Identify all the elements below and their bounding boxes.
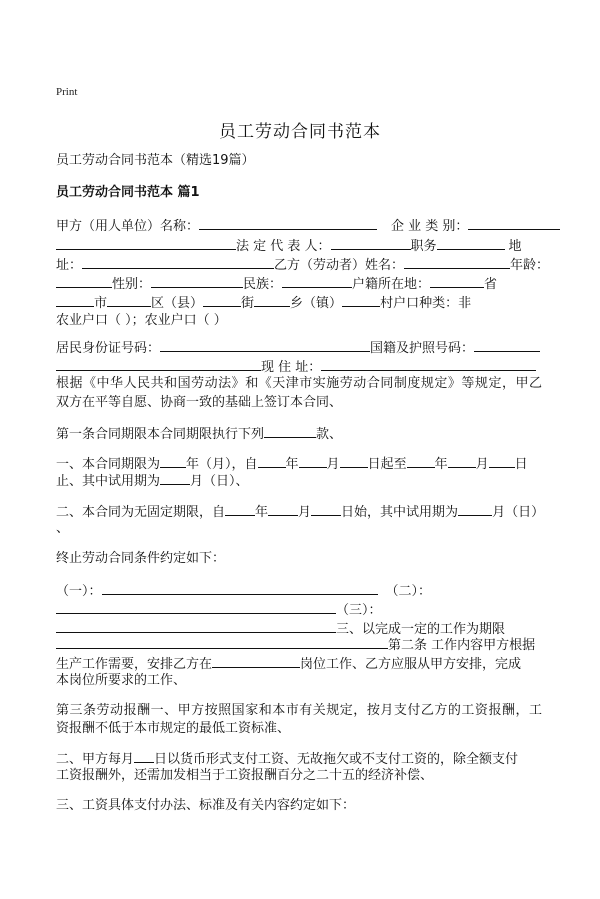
article-2-line-3: 本岗位所要求的工作、 <box>56 673 187 688</box>
clause-2-line-2: 、 <box>56 521 70 536</box>
current-address-line <box>56 358 536 376</box>
term-length-blank[interactable] <box>160 455 186 468</box>
address-line <box>56 256 549 274</box>
legal-rep-leading-blank[interactable] <box>56 237 236 250</box>
end-day-label: 日 <box>514 457 528 472</box>
end-month-label: 月 <box>475 457 489 472</box>
start-day-label: 日起至 <box>367 457 407 472</box>
end-year-label: 年 <box>434 457 448 472</box>
age-blank[interactable] <box>56 275 112 288</box>
end-month-blank[interactable] <box>448 455 476 468</box>
age-label: 年龄： <box>510 258 550 273</box>
article-2-line-1 <box>56 636 535 654</box>
open-month-label: 月 <box>298 505 312 520</box>
employee-name-blank[interactable] <box>404 256 510 269</box>
hukou-place-label: 户籍所在地： <box>352 277 431 292</box>
address-head-label: 地 <box>508 239 522 254</box>
employer-name-label: 甲方（用人单位）名称： <box>56 219 200 234</box>
village-type-label: 村户口种类：非 <box>380 296 472 311</box>
termination-2-label: （二）： <box>385 584 432 599</box>
end-day-blank[interactable] <box>489 455 515 468</box>
open-probation-blank[interactable] <box>458 503 492 516</box>
payment-line-2: 工资报酬外，还需加发相当于工资报酬百分之二十五的经济补偿、 <box>56 768 434 783</box>
clause-1-line-2 <box>56 472 249 490</box>
payment-text: 日以货币形式支付工资、无故拖欠或不支付工资的，除全额支付 <box>154 752 519 767</box>
termination-heading: 终止劳动合同条件约定如下： <box>56 551 226 566</box>
article-2-text-b: 岗位工作、乙方应服从甲方安排，完成 <box>300 657 522 672</box>
position-label: 职务 <box>410 239 437 254</box>
employee-name-label: 乙方（劳动者）姓名： <box>274 258 405 273</box>
hukou-options-line: 农业户口（ ）；农业户口（ ） <box>56 313 227 328</box>
open-year-blank[interactable] <box>225 503 255 516</box>
basis-line-1: 根据《中华人民共和国劳动法》和《天津市实施劳动合同制度规定》等规定，甲乙 <box>56 376 542 391</box>
current-address-label: 现 住 址： <box>261 360 322 375</box>
wage-terms-line: 三、工资具体支付办法、标准及有关内容约定如下： <box>56 798 356 813</box>
province-label: 省 <box>484 277 498 292</box>
document-subtitle: 员工劳动合同书范本（精选19篇） <box>56 153 255 168</box>
termination-1-blank[interactable] <box>102 582 378 595</box>
enterprise-type-blank[interactable] <box>468 217 560 230</box>
article-2-heading: 第二条 工作内容甲方根据 <box>388 638 536 653</box>
ethnicity-label: 民族： <box>243 277 283 292</box>
termination-2-blank[interactable] <box>56 601 336 614</box>
termination-3-blank[interactable] <box>56 620 336 633</box>
district-label: 区（县） <box>151 296 204 311</box>
clause-2-label: 二、本合同为无固定期限，自 <box>56 505 226 520</box>
township-blank[interactable] <box>254 294 290 307</box>
employer-line <box>56 217 560 235</box>
start-day-blank[interactable] <box>340 455 368 468</box>
article-1-clause-blank[interactable] <box>264 425 316 438</box>
start-month-label: 月 <box>326 457 340 472</box>
probation-unit: 月（日）、 <box>190 474 249 489</box>
start-year-blank[interactable] <box>258 455 286 468</box>
gender-blank[interactable] <box>151 275 243 288</box>
termination-item-3 <box>56 601 382 619</box>
document-title: 员工劳动合同书范本 <box>219 122 381 142</box>
current-address-blank[interactable] <box>321 358 536 371</box>
id-line <box>56 339 540 357</box>
passport-blank[interactable] <box>474 339 540 352</box>
gender-label: 性别： <box>112 277 152 292</box>
start-year-label: 年 <box>285 457 299 472</box>
clause-1-line-1 <box>56 455 528 473</box>
address-blank[interactable] <box>82 256 274 269</box>
clause-2-line-1 <box>56 503 544 521</box>
clause-1-from-label: 年（月），自 <box>186 457 258 472</box>
task-term-label: 三、以完成一定的工作为期限 <box>336 622 506 637</box>
hukou-detail-line <box>56 294 471 312</box>
district-blank[interactable] <box>107 294 151 307</box>
street-label: 街 <box>241 296 255 311</box>
id-blank[interactable] <box>160 339 370 352</box>
address-label: 址： <box>56 258 83 273</box>
payment-line-1 <box>56 750 518 768</box>
legal-rep-blank[interactable] <box>331 237 411 250</box>
termination-item-1 <box>56 582 431 600</box>
section-heading: 员工劳动合同书范本 篇1 <box>56 185 200 200</box>
open-day-blank[interactable] <box>311 503 341 516</box>
passport-label: 国籍及护照号码： <box>370 341 475 356</box>
street-blank[interactable] <box>203 294 241 307</box>
termination-1-label: （一）： <box>56 584 102 599</box>
id-label: 居民身份证号码： <box>56 341 161 356</box>
village-blank[interactable] <box>342 294 380 307</box>
open-day-label: 日始，其中试用期为 <box>341 505 459 520</box>
article-1-heading <box>56 425 342 443</box>
current-address-leading-blank[interactable] <box>56 358 261 371</box>
enterprise-type-label: 企 业 类 别： <box>391 219 469 234</box>
legal-rep-label: 法 定 代 表 人： <box>236 239 331 254</box>
article-3-line-1: 第三条劳动报酬一、甲方按照国家和本市有关规定，按月支付乙方的工资报酬，工 <box>56 703 542 718</box>
article-1-suffix: 款、 <box>316 427 343 442</box>
ethnicity-blank[interactable] <box>282 275 352 288</box>
article-3-line-2: 资报酬不低于本市规定的最低工资标准、 <box>56 721 291 736</box>
job-position-blank[interactable] <box>212 655 300 668</box>
open-year-label: 年 <box>255 505 269 520</box>
probation-blank[interactable] <box>160 472 190 485</box>
article-2-line-2 <box>56 655 521 673</box>
open-month-blank[interactable] <box>268 503 298 516</box>
city-label: 市 <box>94 296 108 311</box>
start-month-blank[interactable] <box>299 455 327 468</box>
print-label: Print <box>56 86 78 98</box>
payday-label: 二、甲方每月 <box>56 752 135 767</box>
article-2-text-a: 生产工作需要，安排乙方在 <box>56 657 213 672</box>
legal-rep-line <box>56 237 522 255</box>
township-label: 乡（镇） <box>290 296 343 311</box>
probation-label: 止、其中试用期为 <box>56 474 161 489</box>
basis-line-2: 双方在平等自愿、协商一致的基础上签订本合同、 <box>56 395 343 410</box>
personal-info-line <box>56 275 497 293</box>
clause-1-term-label: 一、本合同期限为 <box>56 457 161 472</box>
task-term-blank[interactable] <box>56 636 388 649</box>
open-probation-unit: 月（日） <box>492 505 545 520</box>
employer-name-blank[interactable] <box>199 217 377 230</box>
position-blank[interactable] <box>437 237 505 250</box>
end-year-blank[interactable] <box>407 455 435 468</box>
province-blank[interactable] <box>430 275 484 288</box>
termination-3-label: （三）： <box>336 603 382 618</box>
payday-blank[interactable] <box>134 750 154 763</box>
article-1-text: 第一条合同期限本合同期限执行下列 <box>56 427 265 442</box>
city-blank[interactable] <box>56 294 94 307</box>
